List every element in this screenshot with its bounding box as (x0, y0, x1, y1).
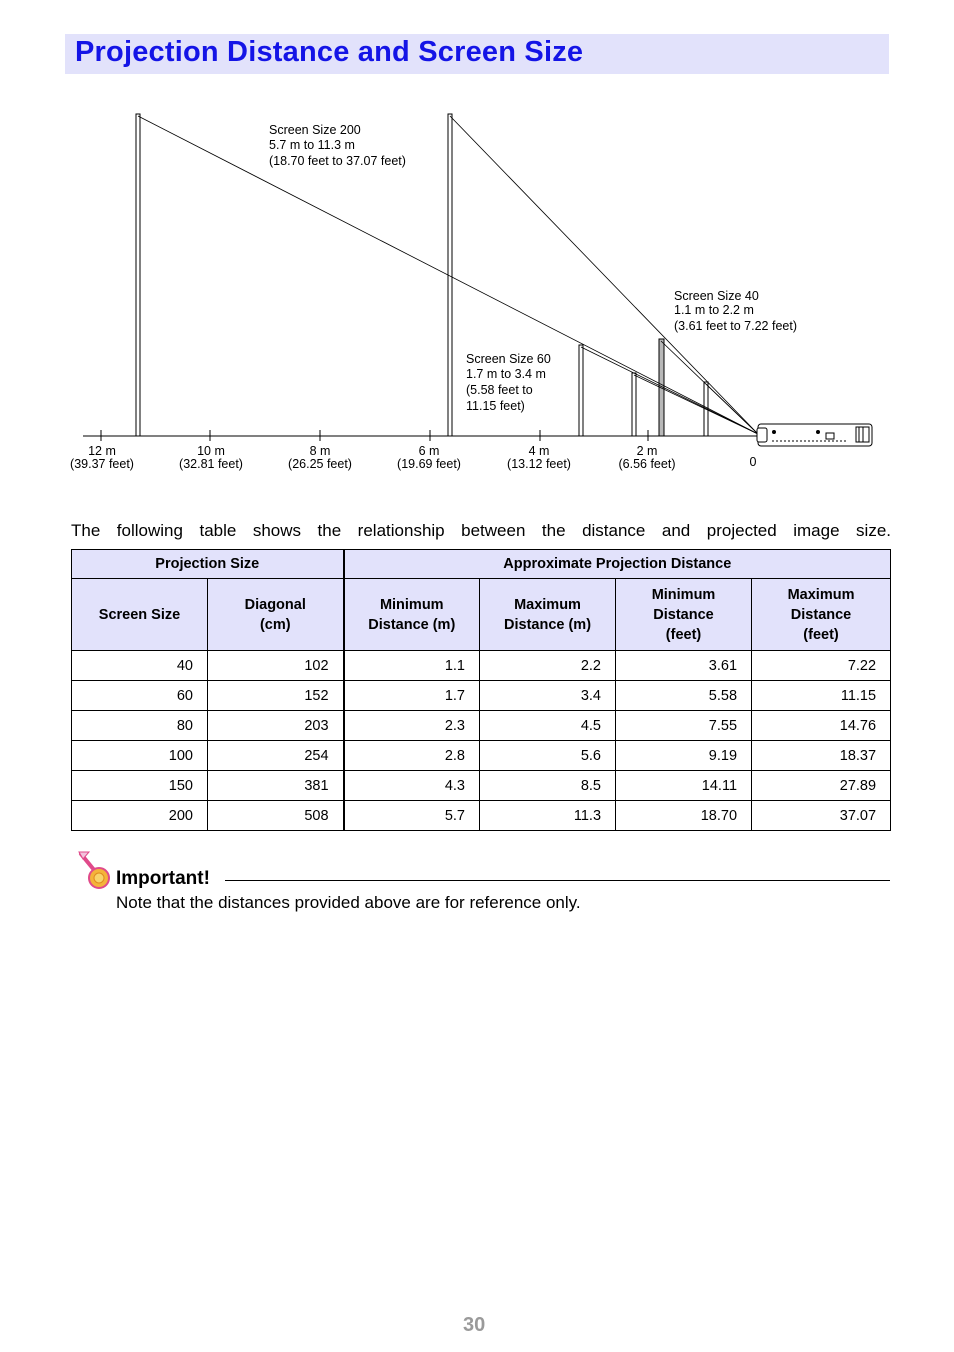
projector-icon (757, 424, 872, 446)
group-header-projection-distance: Approximate Projection Distance (344, 550, 891, 579)
axis-label-dist: 2 m (636, 444, 658, 458)
pushpin-icon (77, 850, 113, 892)
table-cell: 2.3 (344, 711, 480, 741)
table-cell: 80 (72, 711, 208, 741)
axis-label-feet: (32.81 feet) (179, 457, 243, 471)
svg-text:5.7 m to 11.3 m: 5.7 m to 11.3 m (269, 138, 355, 152)
table-cell: 102 (208, 651, 344, 681)
callout-screen-size-60 (466, 352, 551, 413)
axis-label-feet: (26.25 feet) (288, 457, 352, 471)
axis-label-dist: 6 m (418, 444, 440, 458)
table-cell: 200 (72, 801, 208, 831)
screens (136, 114, 708, 436)
table-cell: 4.5 (480, 711, 616, 741)
group-header-projection-size: Projection Size (72, 550, 344, 579)
table-cell: 18.70 (616, 801, 752, 831)
projection-table (71, 549, 891, 831)
axis-label-feet: (13.12 feet) (507, 457, 571, 471)
table-cell: 5.58 (616, 681, 752, 711)
projection-diagram (0, 0, 954, 490)
table-row (72, 651, 891, 681)
table-cell: 18.37 (752, 741, 891, 771)
axis-label-feet: (19.69 feet) (397, 457, 461, 471)
axis-label-dist: 4 m (528, 444, 550, 458)
column-header-min-distance-feet: Minimum Distance (feet) (616, 579, 752, 651)
table-cell: 508 (208, 801, 344, 831)
axis-label-feet: (6.56 feet) (618, 457, 676, 471)
table-cell: 14.11 (616, 771, 752, 801)
table-cell: 3.61 (616, 651, 752, 681)
table-row (72, 711, 891, 741)
table-cell: 3.4 (480, 681, 616, 711)
axis-labels (70, 444, 756, 471)
column-header-max-distance-m: Maximum Distance (m) (480, 579, 616, 651)
table-cell: 27.89 (752, 771, 891, 801)
table-cell: 7.22 (752, 651, 891, 681)
svg-text:(3.61 feet to 7.22 feet): (3.61 feet to 7.22 feet) (674, 319, 797, 333)
svg-text:(18.70 feet to 37.07 feet): (18.70 feet to 37.07 feet) (269, 154, 406, 168)
important-heading: Important! (116, 868, 210, 889)
axis-label-feet: (39.37 feet) (70, 457, 134, 471)
callout-screen-size-200 (269, 123, 406, 168)
table-cell: 203 (208, 711, 344, 741)
table-cell: 40 (72, 651, 208, 681)
table-cell: 254 (208, 741, 344, 771)
axis-label-dist: 8 m (309, 444, 331, 458)
important-divider (225, 880, 890, 881)
important-note: Note that the distances provided above are for reference only. (116, 893, 581, 912)
column-header-diagonal: Diagonal (cm) (208, 579, 344, 651)
column-header-min-distance-m: Minimum Distance (m) (344, 579, 480, 651)
table-cell: 37.07 (752, 801, 891, 831)
table-cell: 2.8 (344, 741, 480, 771)
page-title: Projection Distance and Screen Size (75, 36, 584, 68)
table-row (72, 741, 891, 771)
table-cell: 152 (208, 681, 344, 711)
svg-text:Screen Size 40: Screen Size 40 (674, 289, 759, 303)
axis-label-dist: 12 m (88, 444, 116, 458)
axis-label-dist: 10 m (197, 444, 225, 458)
table-cell: 5.7 (344, 801, 480, 831)
table-cell: 1.1 (344, 651, 480, 681)
table-cell: 4.3 (344, 771, 480, 801)
table-cell: 150 (72, 771, 208, 801)
table-cell: 8.5 (480, 771, 616, 801)
table-cell: 2.2 (480, 651, 616, 681)
svg-text:(5.58 feet to: (5.58 feet to (466, 383, 533, 397)
page-number: 30 (463, 1314, 486, 1336)
callout-screen-size-40 (674, 289, 797, 333)
table-cell: 14.76 (752, 711, 891, 741)
table-cell: 100 (72, 741, 208, 771)
table-cell: 11.15 (752, 681, 891, 711)
table-cell: 11.3 (480, 801, 616, 831)
screen-200-far (136, 114, 140, 436)
table-cell: 60 (72, 681, 208, 711)
axis-origin-label: 0 (749, 455, 757, 469)
svg-text:1.1 m to 2.2 m: 1.1 m to 2.2 m (674, 303, 754, 317)
table-cell: 381 (208, 771, 344, 801)
svg-text:Screen Size 60: Screen Size 60 (466, 352, 551, 366)
column-header-screen-size: Screen Size (72, 579, 208, 651)
table-row (72, 771, 891, 801)
svg-text:11.15 feet): 11.15 feet) (466, 399, 525, 413)
screen-60-near (632, 373, 636, 436)
table-caption: The following table shows the relationship between the distance and projected image size. (71, 521, 891, 540)
column-header-max-distance-feet: Maximum Distance (feet) (752, 579, 891, 651)
important-notice (77, 850, 890, 920)
table-row (72, 681, 891, 711)
table-cell: 1.7 (344, 681, 480, 711)
svg-text:Screen Size 200: Screen Size 200 (269, 123, 361, 137)
svg-text:1.7 m to 3.4 m: 1.7 m to 3.4 m (466, 367, 546, 381)
table-row (72, 801, 891, 831)
table-cell: 5.6 (480, 741, 616, 771)
table-cell: 9.19 (616, 741, 752, 771)
table-cell: 7.55 (616, 711, 752, 741)
screen-60-far (579, 345, 583, 436)
